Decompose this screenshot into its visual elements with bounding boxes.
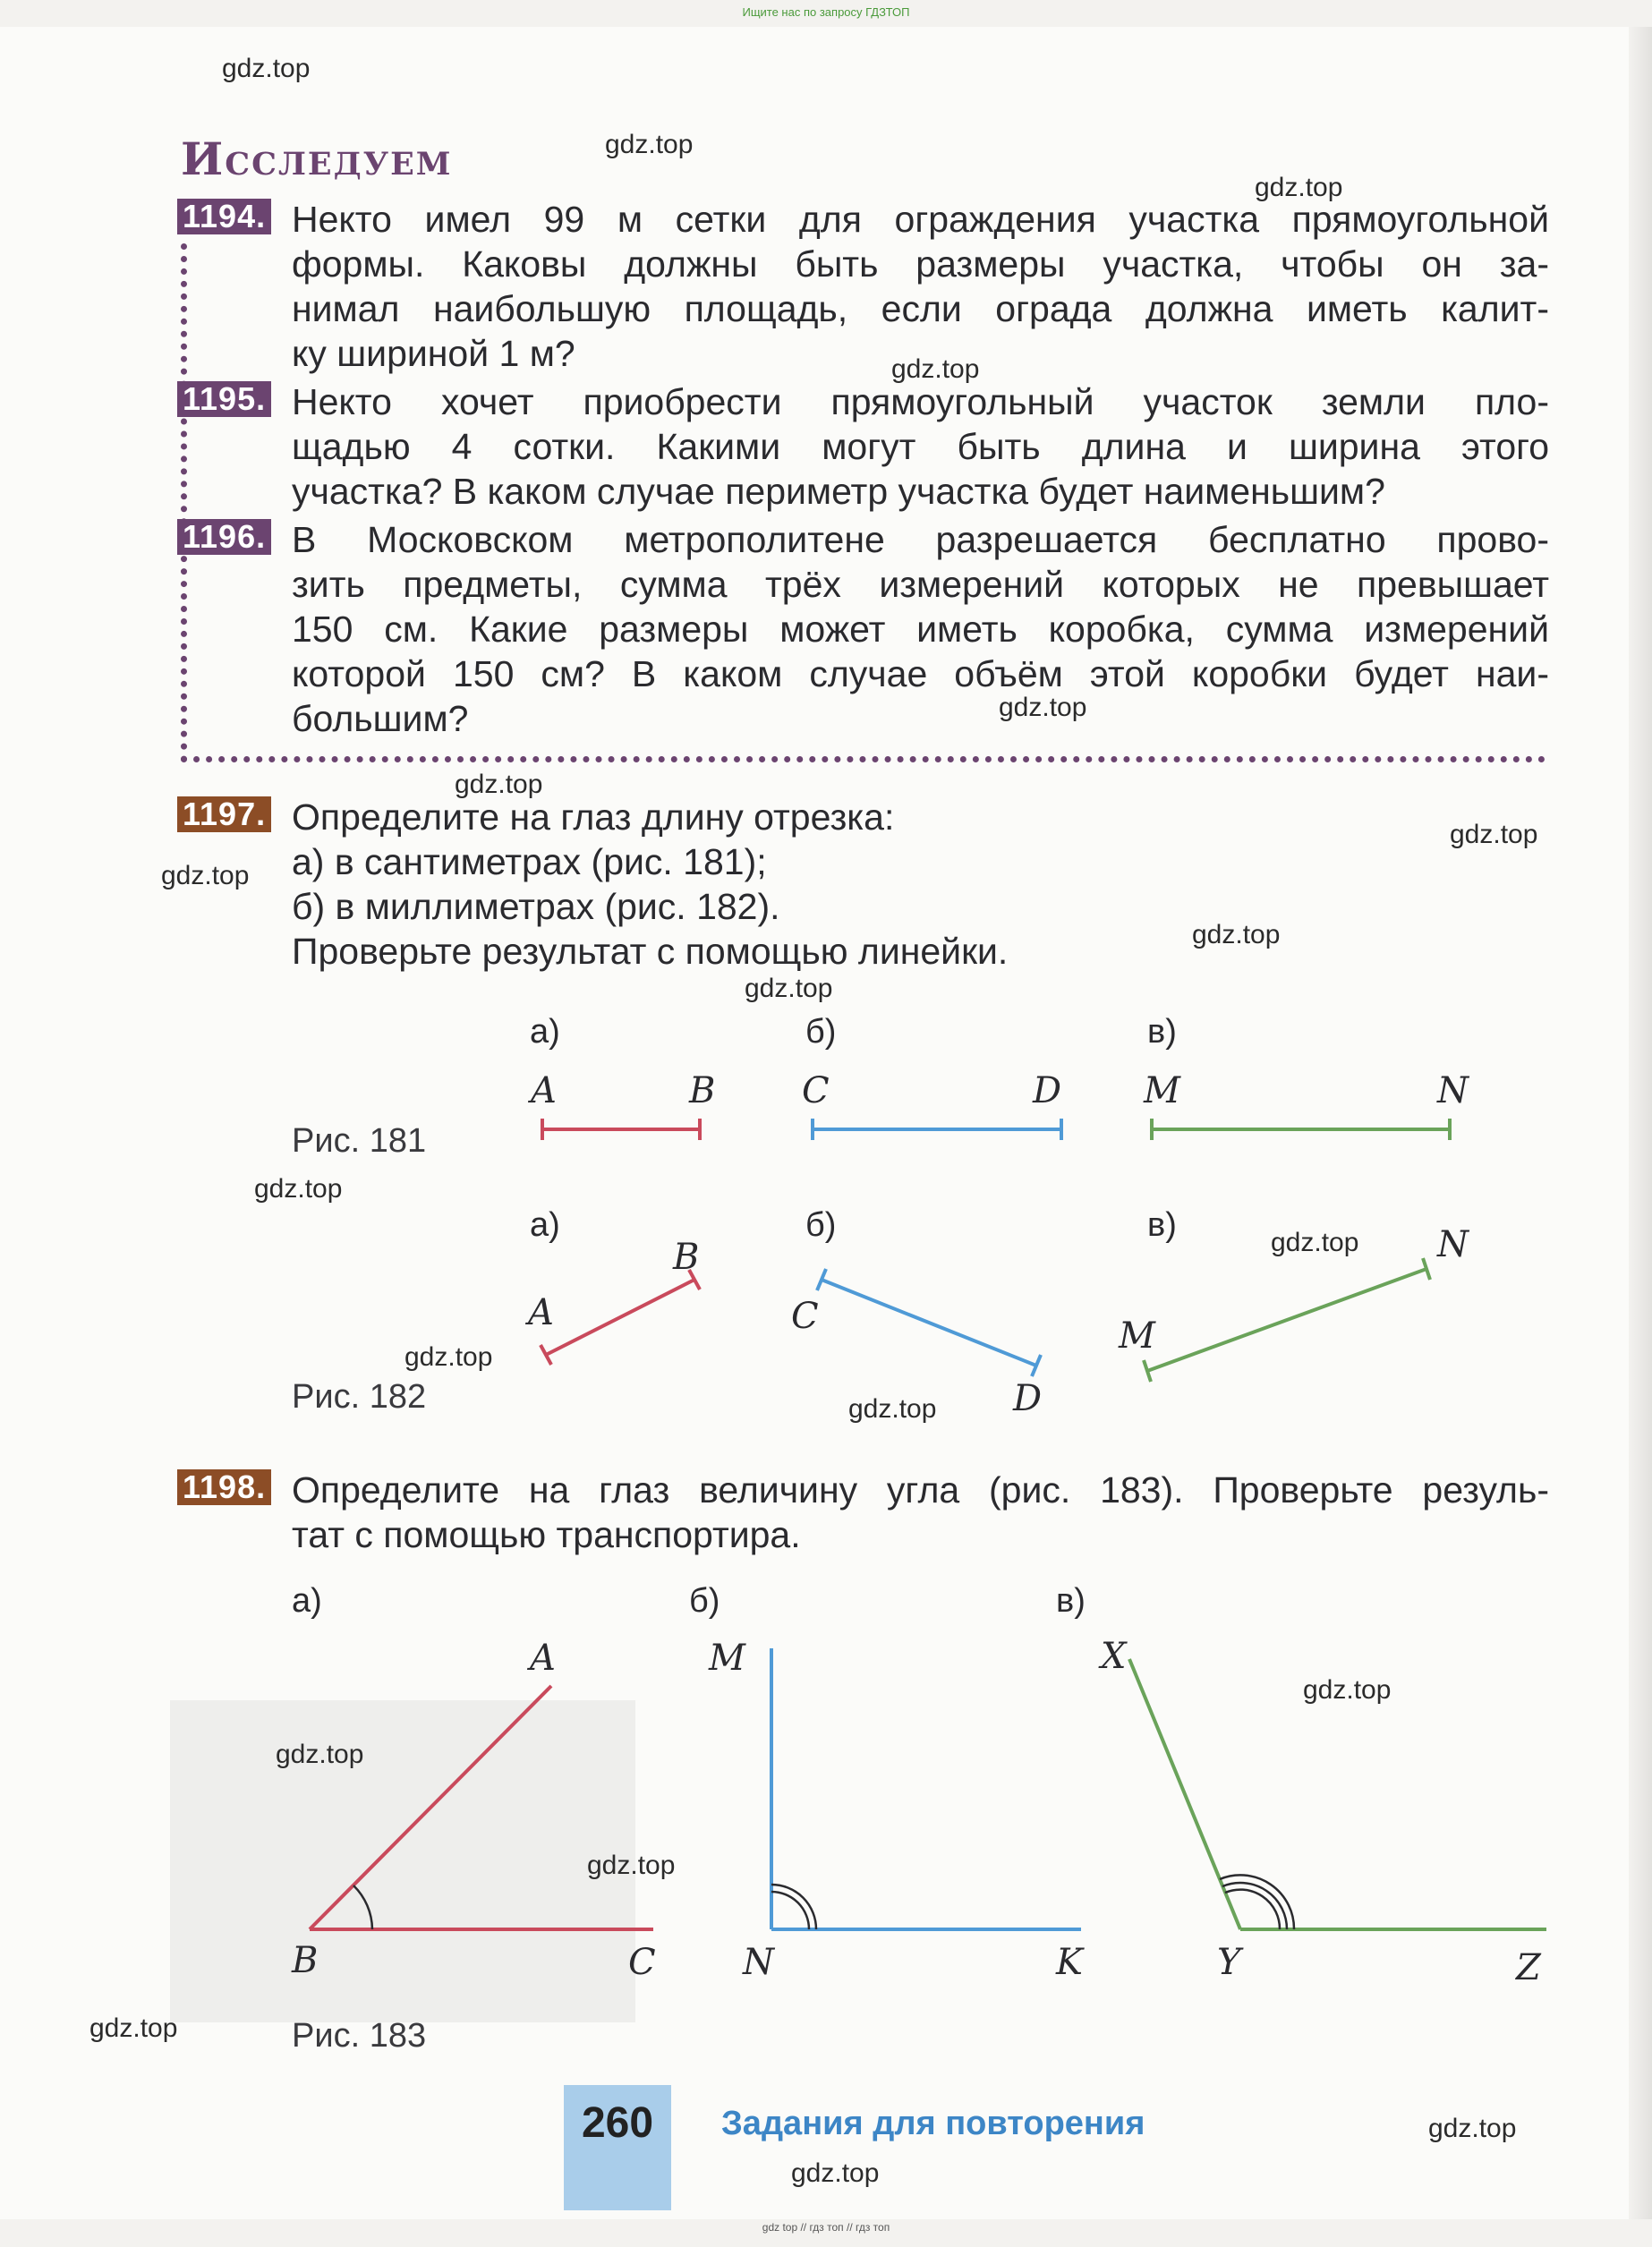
watermark: gdz.top (276, 1740, 364, 1769)
fig181-segment-ab (542, 1119, 700, 1140)
fig181-point-d: D (1033, 1070, 1062, 1111)
fig183-point-k: K (1056, 1942, 1083, 1983)
fig182-point-m: M (1119, 1315, 1155, 1357)
fig183-point-y: Y (1217, 1942, 1241, 1983)
fig183-label-b: б) (689, 1582, 720, 1620)
task-number-1195: 1195. (177, 381, 271, 417)
fig183-point-m: M (709, 1638, 745, 1679)
task-number-1196: 1196. (177, 519, 271, 555)
task-1197-line: Проверьте результат с помощью линейки. (292, 931, 1009, 972)
task-1195-line: участка? В каком случае периметр участка будет наименьшим? (292, 471, 1385, 512)
watermark: gdz.top (791, 2158, 880, 2188)
fig182-label-c: в) (1147, 1206, 1177, 1244)
watermark: gdz.top (161, 861, 250, 890)
fig183-angle-abc (310, 1686, 653, 1929)
task-1197-line: б) в миллиметрах (рис. 182). (292, 886, 780, 927)
fig183-point-a: A (530, 1638, 556, 1679)
top-note: Ищите нас по запросу ГДЗТОП (742, 5, 910, 19)
task-1196-line: зить предметы, сумма трёх измерений которых не превышает (292, 564, 1549, 605)
watermark: gdz.top (89, 2013, 178, 2043)
task-1197-line: а) в сантиметрах (рис. 181); (292, 841, 767, 882)
fig183-caption: Рис. 183 (292, 2017, 427, 2055)
task-1195-line: Некто хочет приобрести прямоугольный участок земли пло- (292, 381, 1549, 422)
watermark: gdz.top (404, 1342, 493, 1372)
fig181-caption: Рис. 181 (292, 1122, 427, 1160)
bottom-note: gdz top // гдз топ // гдз топ (762, 2221, 890, 2234)
task-1194-line: формы. Каковы должны быть размеры участка, чтобы он за- (292, 243, 1549, 285)
watermark: gdz.top (848, 1394, 937, 1424)
fig181-label-a: а) (530, 1013, 560, 1051)
task-1196-line: которой 150 см? В каком случае объём этой коробки будет наи- (292, 653, 1549, 694)
fig182-segment-cd (817, 1269, 1041, 1376)
fig181-label-c: в) (1147, 1013, 1177, 1051)
fig183-point-b: B (292, 1940, 319, 1981)
task-1198-line: тат с помощью транспортира. (292, 1514, 801, 1555)
page-number: 260 (564, 2085, 671, 2210)
fig181-segment-cd (813, 1119, 1061, 1140)
task-number-1197: 1197. (177, 796, 271, 832)
fig182-point-d: D (1013, 1378, 1043, 1419)
section-heading: Исследуем (181, 132, 453, 185)
fig183-point-x: X (1101, 1636, 1127, 1677)
task-1195-line: щадью 4 сотки. Какими могут быть длина и ширина этого (292, 426, 1549, 467)
fig183-label-c: в) (1056, 1582, 1086, 1620)
fig182-label-a: а) (530, 1206, 560, 1244)
fig181-point-n: N (1437, 1070, 1469, 1111)
fig181-point-a: A (531, 1070, 557, 1111)
watermark: gdz.top (999, 693, 1087, 722)
task-number-1194: 1194. (177, 199, 271, 234)
watermark: gdz.top (1271, 1228, 1359, 1257)
task-number-1198: 1198. (177, 1469, 271, 1505)
task-1196-line: 150 см. Какие размеры может иметь коробка, сумма измерений (292, 609, 1549, 650)
watermark: gdz.top (745, 974, 833, 1003)
task-1196-line: большим? (292, 698, 469, 739)
fig182-point-a: A (528, 1292, 554, 1333)
task-1198-line: Определите на глаз величину угла (рис. 183). Проверьте резуль- (292, 1469, 1549, 1511)
fig182-point-n: N (1437, 1224, 1469, 1265)
watermark: gdz.top (254, 1174, 343, 1204)
watermark: gdz.top (455, 770, 543, 799)
fig181-segment-mn (1152, 1119, 1450, 1140)
fig183-point-z: Z (1516, 1947, 1541, 1988)
fig181-point-m: M (1144, 1070, 1180, 1111)
fig183-label-a: а) (292, 1582, 322, 1620)
fig181-point-b: B (689, 1070, 716, 1111)
task-1197-line: Определите на глаз длину отрезка: (292, 796, 895, 838)
watermark: gdz.top (605, 130, 694, 159)
fig181-point-c: C (802, 1070, 830, 1111)
fig183-angle-mnk (771, 1648, 1081, 1929)
task-1196-line: В Московском метрополитене разрешается бесплатно прово- (292, 519, 1549, 560)
watermark: gdz.top (587, 1851, 676, 1880)
task-1194-line: нимал наибольшую площадь, если ограда должна иметь калит- (292, 288, 1549, 329)
task-1194-line: Некто имел 99 м сетки для ограждения участка прямоугольной (292, 199, 1549, 240)
fig182-point-c: C (791, 1296, 819, 1337)
fig182-segment-ab (541, 1270, 700, 1365)
watermark: gdz.top (1255, 173, 1343, 202)
fig183-point-n: N (743, 1942, 774, 1983)
fig181-label-b: б) (805, 1013, 837, 1051)
fig182-label-b: б) (805, 1206, 837, 1244)
watermark: gdz.top (1303, 1675, 1392, 1705)
watermark: gdz.top (1450, 820, 1538, 849)
fig182-caption: Рис. 182 (292, 1378, 427, 1416)
fig182-point-b: B (673, 1237, 700, 1278)
fig182-segment-mn (1144, 1258, 1430, 1382)
footer-title: Задания для повторения (721, 2105, 1145, 2142)
task-1194-line: ку шириной 1 м? (292, 333, 575, 374)
watermark: gdz.top (222, 54, 311, 83)
watermark: gdz.top (1428, 2114, 1517, 2143)
watermark: gdz.top (1192, 920, 1281, 949)
fig183-point-c: C (628, 1942, 656, 1983)
watermark: gdz.top (891, 354, 980, 384)
